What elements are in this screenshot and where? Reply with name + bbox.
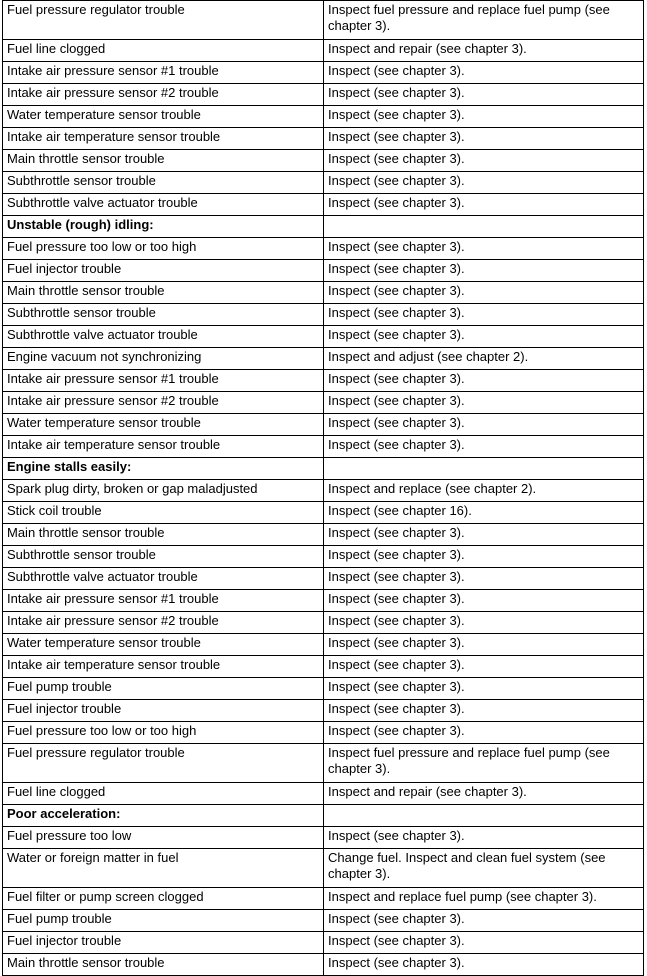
cause-cell: Fuel pressure too low <box>3 827 324 849</box>
table-row <box>3 888 644 910</box>
cause-cell: Subthrottle valve actuator trouble <box>3 568 324 590</box>
section-header-row <box>3 805 644 827</box>
table-row <box>3 128 644 150</box>
cause-cell: Intake air pressure sensor #1 trouble <box>3 370 324 392</box>
remedy-cell: Inspect (see chapter 3). <box>324 304 644 326</box>
table-row <box>3 370 644 392</box>
section-title: Poor acceleration: <box>3 805 324 827</box>
remedy-cell: Inspect (see chapter 3). <box>324 282 644 304</box>
cause-cell: Fuel injector trouble <box>3 700 324 722</box>
table-row <box>3 932 644 954</box>
remedy-cell: Inspect (see chapter 3). <box>324 954 644 976</box>
table-row <box>3 590 644 612</box>
table-row <box>3 150 644 172</box>
table-row <box>3 568 644 590</box>
remedy-cell: Inspect (see chapter 3). <box>324 827 644 849</box>
remedy-cell: Inspect (see chapter 3). <box>324 84 644 106</box>
remedy-cell: Inspect fuel pressure and replace fuel pump (see chapter 3). <box>324 1 644 40</box>
cause-cell: Subthrottle sensor trouble <box>3 172 324 194</box>
cause-cell: Fuel line clogged <box>3 40 324 62</box>
remedy-cell <box>324 805 644 827</box>
table-row <box>3 849 644 888</box>
cause-cell: Subthrottle valve actuator trouble <box>3 326 324 348</box>
remedy-cell: Inspect (see chapter 3). <box>324 326 644 348</box>
table-row <box>3 84 644 106</box>
remedy-cell: Inspect and repair (see chapter 3). <box>324 783 644 805</box>
cause-cell: Fuel pressure regulator trouble <box>3 744 324 783</box>
cause-cell: Intake air temperature sensor trouble <box>3 128 324 150</box>
table-row <box>3 656 644 678</box>
table-row <box>3 414 644 436</box>
table-row <box>3 678 644 700</box>
table-row <box>3 827 644 849</box>
remedy-cell: Inspect and repair (see chapter 3). <box>324 40 644 62</box>
cause-cell: Water or foreign matter in fuel <box>3 849 324 888</box>
section-header-row <box>3 458 644 480</box>
cause-cell: Fuel injector trouble <box>3 932 324 954</box>
cause-cell: Subthrottle sensor trouble <box>3 304 324 326</box>
remedy-cell: Inspect fuel pressure and replace fuel pump (see chapter 3). <box>324 744 644 783</box>
cause-cell: Intake air temperature sensor trouble <box>3 436 324 458</box>
cause-cell: Fuel pump trouble <box>3 910 324 932</box>
remedy-cell: Inspect (see chapter 3). <box>324 128 644 150</box>
cause-cell: Spark plug dirty, broken or gap maladjusted <box>3 480 324 502</box>
table-row <box>3 722 644 744</box>
remedy-cell: Inspect (see chapter 16). <box>324 502 644 524</box>
cause-cell: Main throttle sensor trouble <box>3 954 324 976</box>
cause-cell: Intake air pressure sensor #1 trouble <box>3 62 324 84</box>
troubleshooting-table-body <box>3 1 644 976</box>
remedy-cell: Inspect (see chapter 3). <box>324 392 644 414</box>
table-row <box>3 524 644 546</box>
table-row <box>3 480 644 502</box>
table-row <box>3 238 644 260</box>
remedy-cell: Inspect (see chapter 3). <box>324 414 644 436</box>
cause-cell: Intake air pressure sensor #2 trouble <box>3 392 324 414</box>
table-row <box>3 634 644 656</box>
cause-cell: Engine vacuum not synchronizing <box>3 348 324 370</box>
cause-cell: Main throttle sensor trouble <box>3 150 324 172</box>
cause-cell: Intake air pressure sensor #2 trouble <box>3 84 324 106</box>
remedy-cell: Inspect (see chapter 3). <box>324 656 644 678</box>
table-row <box>3 392 644 414</box>
table-row <box>3 106 644 128</box>
remedy-cell: Inspect and replace fuel pump (see chapter 3). <box>324 888 644 910</box>
remedy-cell: Inspect and replace (see chapter 2). <box>324 480 644 502</box>
cause-cell: Main throttle sensor trouble <box>3 524 324 546</box>
troubleshooting-table <box>2 0 644 976</box>
table-row <box>3 260 644 282</box>
cause-cell: Intake air pressure sensor #2 trouble <box>3 612 324 634</box>
cause-cell: Fuel filter or pump screen clogged <box>3 888 324 910</box>
remedy-cell: Inspect (see chapter 3). <box>324 612 644 634</box>
remedy-cell: Inspect (see chapter 3). <box>324 106 644 128</box>
table-row <box>3 348 644 370</box>
remedy-cell: Inspect (see chapter 3). <box>324 590 644 612</box>
section-title: Unstable (rough) idling: <box>3 216 324 238</box>
table-row <box>3 783 644 805</box>
table-row <box>3 62 644 84</box>
remedy-cell: Inspect (see chapter 3). <box>324 524 644 546</box>
remedy-cell: Inspect (see chapter 3). <box>324 634 644 656</box>
remedy-cell: Inspect (see chapter 3). <box>324 546 644 568</box>
remedy-cell: Inspect (see chapter 3). <box>324 436 644 458</box>
remedy-cell <box>324 458 644 480</box>
cause-cell: Fuel line clogged <box>3 783 324 805</box>
section-header-row <box>3 216 644 238</box>
table-row <box>3 40 644 62</box>
cause-cell: Water temperature sensor trouble <box>3 634 324 656</box>
cause-cell: Fuel pressure too low or too high <box>3 722 324 744</box>
table-row <box>3 304 644 326</box>
cause-cell: Subthrottle sensor trouble <box>3 546 324 568</box>
table-row <box>3 744 644 783</box>
remedy-cell: Inspect (see chapter 3). <box>324 910 644 932</box>
remedy-cell: Inspect (see chapter 3). <box>324 238 644 260</box>
remedy-cell: Inspect (see chapter 3). <box>324 150 644 172</box>
table-row <box>3 612 644 634</box>
remedy-cell: Inspect (see chapter 3). <box>324 722 644 744</box>
section-title: Engine stalls easily: <box>3 458 324 480</box>
table-row <box>3 436 644 458</box>
remedy-cell: Inspect (see chapter 3). <box>324 568 644 590</box>
table-row <box>3 282 644 304</box>
remedy-cell: Inspect (see chapter 3). <box>324 62 644 84</box>
remedy-cell <box>324 216 644 238</box>
table-row <box>3 700 644 722</box>
remedy-cell: Change fuel. Inspect and clean fuel system (see chapter 3). <box>324 849 644 888</box>
table-row <box>3 546 644 568</box>
remedy-cell: Inspect (see chapter 3). <box>324 370 644 392</box>
remedy-cell: Inspect (see chapter 3). <box>324 678 644 700</box>
remedy-cell: Inspect (see chapter 3). <box>324 194 644 216</box>
remedy-cell: Inspect (see chapter 3). <box>324 172 644 194</box>
cause-cell: Water temperature sensor trouble <box>3 414 324 436</box>
cause-cell: Water temperature sensor trouble <box>3 106 324 128</box>
cause-cell: Stick coil trouble <box>3 502 324 524</box>
table-row <box>3 326 644 348</box>
table-row <box>3 172 644 194</box>
cause-cell: Fuel injector trouble <box>3 260 324 282</box>
remedy-cell: Inspect (see chapter 3). <box>324 932 644 954</box>
remedy-cell: Inspect and adjust (see chapter 2). <box>324 348 644 370</box>
table-row <box>3 1 644 40</box>
cause-cell: Fuel pressure too low or too high <box>3 238 324 260</box>
cause-cell: Fuel pressure regulator trouble <box>3 1 324 40</box>
cause-cell: Fuel pump trouble <box>3 678 324 700</box>
cause-cell: Subthrottle valve actuator trouble <box>3 194 324 216</box>
table-row <box>3 954 644 976</box>
cause-cell: Main throttle sensor trouble <box>3 282 324 304</box>
cause-cell: Intake air temperature sensor trouble <box>3 656 324 678</box>
table-row <box>3 502 644 524</box>
remedy-cell: Inspect (see chapter 3). <box>324 260 644 282</box>
remedy-cell: Inspect (see chapter 3). <box>324 700 644 722</box>
table-row <box>3 194 644 216</box>
table-row <box>3 910 644 932</box>
cause-cell: Intake air pressure sensor #1 trouble <box>3 590 324 612</box>
